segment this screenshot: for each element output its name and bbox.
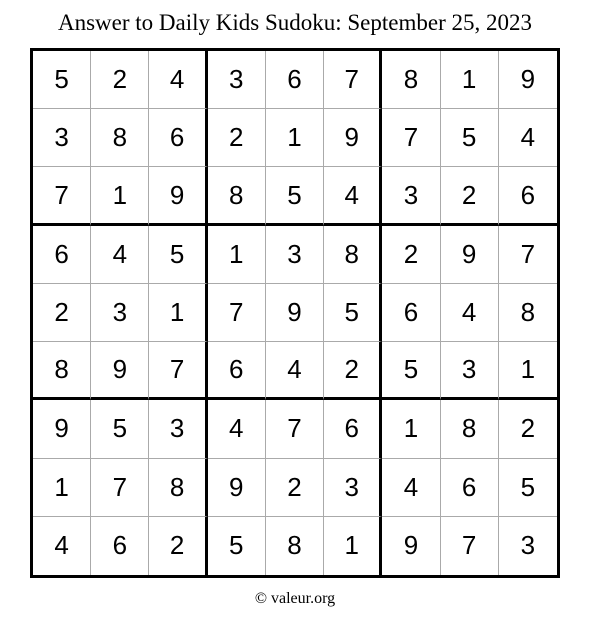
sudoku-cell: 6 [324, 400, 382, 458]
sudoku-cell: 4 [149, 51, 207, 109]
sudoku-cell: 6 [91, 517, 149, 575]
sudoku-cell: 8 [382, 51, 440, 109]
sudoku-cell: 6 [382, 284, 440, 342]
sudoku-cell: 9 [441, 226, 499, 284]
sudoku-cell: 2 [266, 459, 324, 517]
sudoku-cell: 9 [382, 517, 440, 575]
sudoku-cell: 2 [91, 51, 149, 109]
sudoku-cell: 9 [499, 51, 557, 109]
sudoku-cell: 7 [266, 400, 324, 458]
sudoku-cell: 5 [382, 342, 440, 400]
sudoku-board [30, 48, 560, 578]
sudoku-cell: 7 [499, 226, 557, 284]
sudoku-cell: 4 [499, 109, 557, 167]
sudoku-cell: 2 [33, 284, 91, 342]
sudoku-cell: 2 [441, 167, 499, 225]
sudoku-cell: 6 [208, 342, 266, 400]
sudoku-cell: 7 [208, 284, 266, 342]
sudoku-cell: 9 [149, 167, 207, 225]
sudoku-cell: 5 [208, 517, 266, 575]
sudoku-cell: 3 [382, 167, 440, 225]
sudoku-cell: 8 [324, 226, 382, 284]
sudoku-cell: 1 [208, 226, 266, 284]
sudoku-cell: 5 [33, 51, 91, 109]
sudoku-cell: 4 [91, 226, 149, 284]
sudoku-cell: 9 [266, 284, 324, 342]
sudoku-cell: 6 [441, 459, 499, 517]
sudoku-cell: 1 [324, 517, 382, 575]
sudoku-cell: 9 [208, 459, 266, 517]
sudoku-cell: 5 [149, 226, 207, 284]
sudoku-cell: 1 [441, 51, 499, 109]
sudoku-cell: 4 [382, 459, 440, 517]
sudoku-cell: 3 [33, 109, 91, 167]
page-title: Answer to Daily Kids Sudoku: September 25, 2023 [57, 10, 532, 35]
sudoku-cell: 3 [91, 284, 149, 342]
sudoku-cell: 7 [382, 109, 440, 167]
sudoku-cell: 3 [266, 226, 324, 284]
sudoku-cell: 8 [266, 517, 324, 575]
sudoku-cell: 6 [499, 167, 557, 225]
copyright-footer: © valeur.org [254, 590, 336, 607]
sudoku-cell: 5 [266, 167, 324, 225]
sudoku-cell: 1 [149, 284, 207, 342]
sudoku-cell: 8 [208, 167, 266, 225]
sudoku-cell: 2 [324, 342, 382, 400]
sudoku-cell: 8 [499, 284, 557, 342]
sudoku-cell: 4 [33, 517, 91, 575]
sudoku-cell: 5 [91, 400, 149, 458]
sudoku-cell: 3 [441, 342, 499, 400]
sudoku-cell: 3 [208, 51, 266, 109]
sudoku-cell: 3 [149, 400, 207, 458]
sudoku-cell: 5 [499, 459, 557, 517]
sudoku-cell: 7 [324, 51, 382, 109]
sudoku-cell: 4 [324, 167, 382, 225]
sudoku-cell: 2 [208, 109, 266, 167]
sudoku-cell: 9 [91, 342, 149, 400]
sudoku-cell: 6 [266, 51, 324, 109]
sudoku-cell: 5 [441, 109, 499, 167]
sudoku-cell: 8 [441, 400, 499, 458]
sudoku-cell: 6 [33, 226, 91, 284]
sudoku-cell: 3 [324, 459, 382, 517]
sudoku-cell: 4 [266, 342, 324, 400]
sudoku-cell: 1 [33, 459, 91, 517]
sudoku-cell: 8 [33, 342, 91, 400]
sudoku-cell: 2 [382, 226, 440, 284]
sudoku-cell: 7 [33, 167, 91, 225]
sudoku-cell: 6 [149, 109, 207, 167]
sudoku-cell: 1 [382, 400, 440, 458]
sudoku-cell: 7 [91, 459, 149, 517]
sudoku-cell: 4 [441, 284, 499, 342]
sudoku-cell: 9 [324, 109, 382, 167]
sudoku-cell: 1 [91, 167, 149, 225]
sudoku-cell: 1 [499, 342, 557, 400]
sudoku-cell: 2 [149, 517, 207, 575]
sudoku-cell: 8 [149, 459, 207, 517]
sudoku-cell: 7 [441, 517, 499, 575]
sudoku-cell: 1 [266, 109, 324, 167]
sudoku-cell: 7 [149, 342, 207, 400]
sudoku-cell: 8 [91, 109, 149, 167]
sudoku-cell: 9 [33, 400, 91, 458]
sudoku-cell: 3 [520, 530, 536, 561]
sudoku-cell: 2 [499, 400, 557, 458]
sudoku-cell: 5 [324, 284, 382, 342]
sudoku-cell: 4 [208, 400, 266, 458]
